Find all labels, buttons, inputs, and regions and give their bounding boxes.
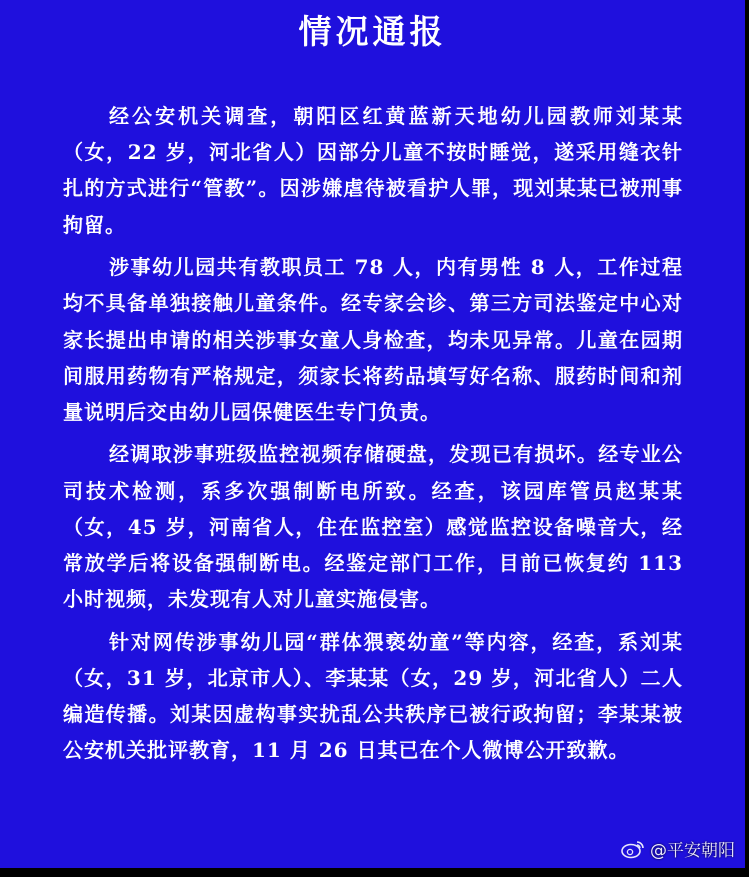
notice-paragraph-2: 涉事幼儿园共有教职员工 78 人，内有男性 8 人，工作过程均不具备单独接触儿童条件。经专家会诊、第三方司法鉴定中心对家长提出申请的相关涉事女童人身检查，均未见异常。儿童在园期间服用药物有严格规定，须家长将药品填写好名称、服药时间和剂量说明后交由幼儿园保健医生专门负责。 [63,255,683,424]
weibo-watermark [620,836,735,861]
notice-title: 情况通报 [298,12,447,51]
notice-paragraph-3: 经调取涉事班级监控视频存储硬盘，发现已有损坏。经专业公司技术检测，系多次强制断电所致。经查，该园库管员赵某某（女，45 岁，河南省人，住在监控室）感觉监控设备噪音大，经常放学后将设备强制断电。经鉴定部门工作，目前已恢复约 113 小时视频，未发现有人对儿童实施侵害。 [63,442,683,612]
notice-paragraph-1: 经公安机关调查，朝阳区红黄蓝新天地幼儿园教师刘某某（女，22 岁，河北省人）因部分儿童不按时睡觉，遂采用缝衣针扎的方式进行“管教”。因涉嫌虐待被看护人罪，现刘某某已被刑事拘留。 [63,104,683,237]
notice-paragraph-4: 针对网传涉事幼儿园“群体猥亵幼童”等内容，经查，系刘某（女，31 岁，北京市人）、李某某（女，29 岁，河北省人）二人编造传播。刘某因虚构事实扰乱公共秩序已被行政拘留；李某某被公安机关批评教育，11 月 26 日其已在个人微博公开致歉。 [63,629,683,763]
weibo-icon [620,839,646,859]
watermark-text: @平安朝阳 [650,841,735,861]
notice-body [63,98,683,775]
